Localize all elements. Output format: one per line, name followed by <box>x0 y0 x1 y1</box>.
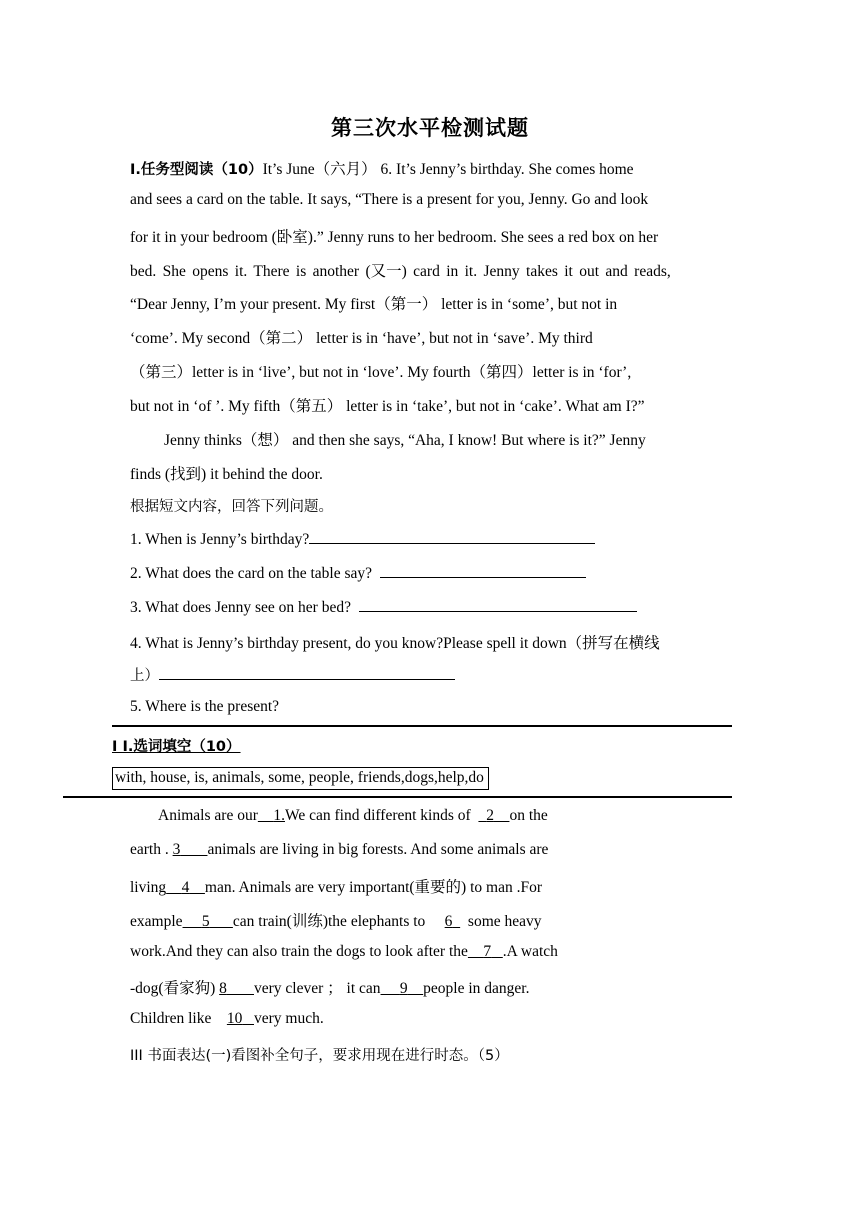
blank-5[interactable] <box>183 913 233 930</box>
blank-2[interactable] <box>478 807 509 824</box>
cloze-text: We can find different kinds of <box>284 807 471 824</box>
cloze-line-6 <box>130 976 529 998</box>
question-1 <box>130 529 595 549</box>
cloze-text: some heavy <box>467 913 542 930</box>
cloze-text: work.And they can also train the dogs to look after the <box>130 943 468 960</box>
blank-6[interactable] <box>445 913 461 930</box>
blank-7-label: 7 <box>483 943 492 960</box>
question-4-text: 4. What is Jenny’s birthday present, do you know?Please spell it down（拼写在横线 <box>130 635 660 652</box>
cloze-line-5 <box>130 943 558 961</box>
cloze-text: can train(训练)the elephants to <box>232 913 426 930</box>
instruction: 根据短文内容，回答下列问题。 <box>130 499 333 515</box>
cloze-line-3 <box>130 875 542 897</box>
divider-2 <box>63 796 732 798</box>
cloze-text: very much. <box>254 1010 324 1027</box>
blank-2-label: 2 <box>486 807 494 824</box>
question-4-text-cont: 上） <box>130 668 159 684</box>
question-5: 5. Where is the present? <box>130 698 280 715</box>
question-4 <box>130 631 660 653</box>
passage-line-2: and sees a card on the table. It says, “There is a present for you, Jenny. Go and look <box>130 191 649 208</box>
divider-1 <box>112 725 732 727</box>
blank-10-label: 10 <box>226 1010 243 1027</box>
blank-10[interactable] <box>227 1010 254 1027</box>
section3-heading: III 书面表达(一)看图补全句子，要求用现在进行时态。（5） <box>130 1048 509 1064</box>
question-3 <box>130 597 637 617</box>
answer-blank-1[interactable] <box>309 529 595 544</box>
cloze-text: man. Animals are very important(重要的) to man .For <box>204 879 542 896</box>
blank-3-label: 3 <box>172 841 181 858</box>
blank-9[interactable] <box>381 980 424 997</box>
blank-8-label: 8 <box>219 980 227 997</box>
cloze-text: Animals are our <box>158 807 258 824</box>
word-box: with, house, is, animals, some, people, friends,dogs,help,do <box>112 767 489 790</box>
blank-9-label: 9 <box>399 980 408 997</box>
cloze-line-2 <box>130 841 548 859</box>
cloze-text: -dog(看家狗) <box>130 980 216 997</box>
cloze-line-4 <box>130 909 542 931</box>
cloze-line-1 <box>158 807 548 825</box>
cloze-text: very clever ； it can <box>254 980 381 997</box>
blank-4-label: 4 <box>181 879 190 896</box>
blank-4[interactable] <box>166 879 205 896</box>
blank-8[interactable] <box>219 980 254 997</box>
passage-line-7: （第三）letter is in ‘live’, but not in ‘love’. My fourth（第四）letter is in ‘for’, <box>130 364 632 381</box>
passage-line-4: bed. She opens it. There is another (又一) card in it. Jenny takes it out and reads, <box>130 263 671 280</box>
blank-1-label: 1. <box>273 807 285 824</box>
page-title: 第三次水平检测试题 <box>331 116 529 140</box>
question-4-cont <box>130 664 455 685</box>
passage-text: It’s June（六月） 6. It’s Jenny’s birthday. She comes home <box>262 161 634 178</box>
answer-blank-4[interactable] <box>159 665 455 680</box>
question-2 <box>130 563 586 583</box>
blank-1[interactable] <box>258 807 285 824</box>
blank-3[interactable] <box>173 841 208 858</box>
cloze-text: Children like <box>130 1010 212 1027</box>
blank-5-label: 5 <box>201 913 210 930</box>
passage-line-6: ‘come’. My second（第二） letter is in ‘have’, but not in ‘save’. My third <box>130 330 593 347</box>
cloze-text: animals are living in big forests. And some animals are <box>207 841 549 858</box>
cloze-text: example <box>130 913 183 930</box>
blank-7[interactable] <box>468 943 503 960</box>
section1-heading: I.任务型阅读（10） <box>130 162 263 178</box>
question-3-text: 3. What does Jenny see on her bed? <box>130 599 351 616</box>
passage-line-3: for it in your bedroom (卧室).” Jenny runs to her bedroom. She sees a red box on her <box>130 229 659 246</box>
answer-blank-3[interactable] <box>359 597 637 612</box>
answer-blank-2[interactable] <box>380 563 586 578</box>
cloze-text: on the <box>509 807 548 824</box>
passage-line-9: Jenny thinks（想） and then she says, “Aha, I know! But where is it?” Jenny <box>164 432 646 449</box>
passage-line-1 <box>130 157 730 179</box>
cloze-text: earth . <box>130 841 169 858</box>
cloze-text: living <box>130 879 167 896</box>
question-2-text: 2. What does the card on the table say? <box>130 565 373 582</box>
passage-line-5: “Dear Jenny, I’m your present. My first（第一） letter is in ‘some’, but not in <box>130 296 618 313</box>
cloze-text: .A watch <box>502 943 558 960</box>
blank-6-label: 6 <box>444 913 453 930</box>
cloze-line-7 <box>130 1010 324 1028</box>
passage-line-8: but not in ‘of ’. My fifth（第五） letter is in ‘take’, but not in ‘cake’. What am I?” <box>130 398 645 415</box>
passage-line-10: finds (找到) it behind the door. <box>130 466 323 483</box>
cloze-text: people in danger. <box>423 980 530 997</box>
question-1-text: 1. When is Jenny’s birthday? <box>130 531 310 548</box>
section2-heading: I I.选词填空（10） <box>112 739 241 755</box>
